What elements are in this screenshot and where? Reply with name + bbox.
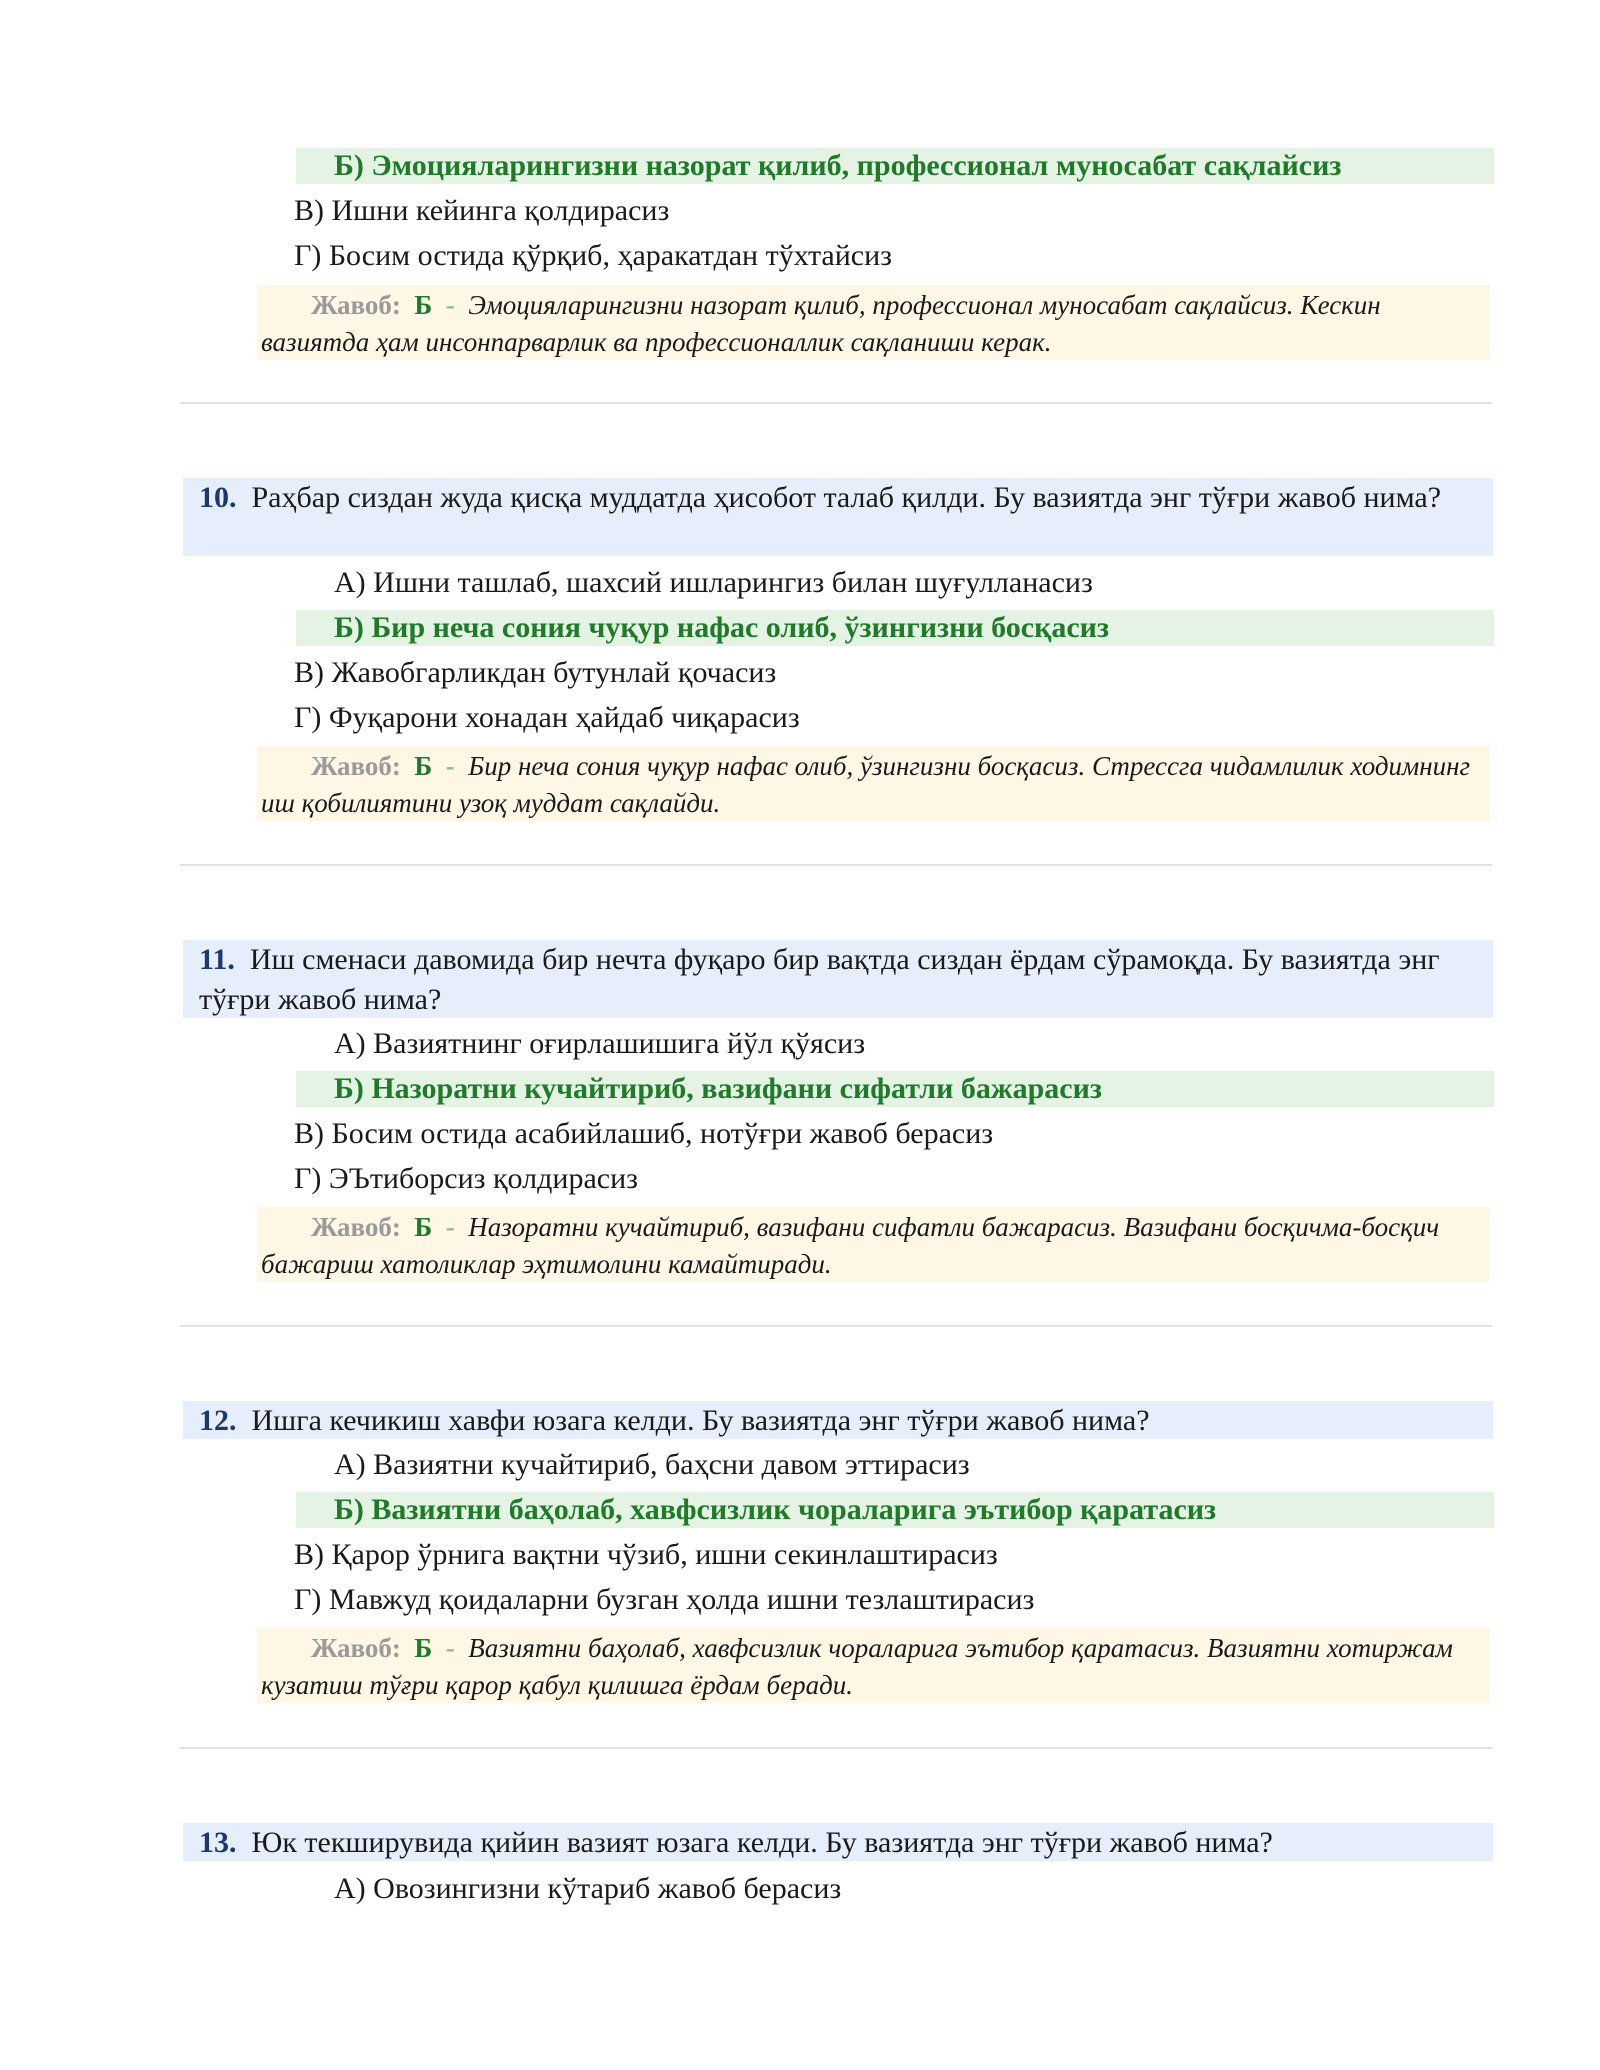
- question-number: 13.: [199, 1826, 237, 1859]
- q11-option-b-correct: Б) Назоратни кучайтириб, вазифани сифатли бажарасиз: [296, 1071, 1494, 1107]
- q9-answer-box: [257, 285, 1490, 360]
- question-text: Раҳбар сиздан жуда қисқа муддатда ҳисобот талаб қилди. Бу вазиятда энг тўғри жавоб нима?: [251, 481, 1442, 514]
- q11-answer-box: [257, 1207, 1490, 1282]
- q12-option-a: А) Вазиятни кучайтириб, баҳсни давом эттирасиз: [334, 1448, 970, 1481]
- q12-question: [183, 1401, 1493, 1439]
- answer-letter: Б: [414, 1633, 433, 1663]
- answer-explanation: Вазиятни баҳолаб, хавфсизлик чораларига эътибор қаратасиз. Вазиятни хотиржам кузатиш тўғри қарор қабул қилишга ёрдам беради.: [261, 1633, 1453, 1700]
- answer-dash: -: [445, 290, 455, 320]
- question-text: Иш сменаси давомида бир нечта фуқаро бир вақтда сиздан ёрдам сўрамоқда. Бу вазиятда энг тўғри жавоб нима?: [199, 943, 1440, 1016]
- q13-question: [183, 1823, 1493, 1861]
- separator-line: [180, 1325, 1492, 1327]
- answer-label: Жавоб:: [311, 1212, 401, 1242]
- q11-option-c: В) Босим остида асабийлашиб, нотўғри жавоб берасиз: [294, 1117, 994, 1150]
- answer-dash: -: [445, 1633, 455, 1663]
- q11-question: [183, 940, 1493, 1018]
- answer-letter: Б: [414, 1212, 433, 1242]
- answer-explanation: Назоратни кучайтириб, вазифани сифатли бажарасиз. Вазифани босқичма-босқич бажариш хатоликлар эҳтимолини камайтиради.: [261, 1212, 1440, 1279]
- q10-option-c: В) Жавобгарликдан бутунлай қочасиз: [294, 656, 777, 689]
- q12-option-b-correct: Б) Вазиятни баҳолаб, хавфсизлик чораларига эътибор қаратасиз: [296, 1492, 1494, 1528]
- q13-option-a: А) Овозингизни кўтариб жавоб берасиз: [334, 1872, 842, 1905]
- q12-option-c: В) Қарор ўрнига вақтни чўзиб, ишни секинлаштирасиз: [294, 1538, 998, 1571]
- answer-explanation: Эмоцияларингизни назорат қилиб, профессионал муносабат сақлайсиз. Кескин вазиятда ҳам инсонпарварлик ва профессионаллик сақланиши керак.: [261, 290, 1381, 357]
- answer-dash: -: [445, 751, 455, 781]
- answer-label: Жавоб:: [311, 751, 401, 781]
- separator-line: [180, 402, 1492, 404]
- answer-label: Жавоб:: [311, 1633, 401, 1663]
- question-text: Юк текширувида қийин вазият юзага келди. Бу вазиятда энг тўғри жавоб нима?: [251, 1826, 1273, 1859]
- q10-option-d: Г) Фуқарони хонадан ҳайдаб чиқарасиз: [294, 701, 800, 734]
- q11-option-d: Г) ЭЪтиборсиз қолдирасиз: [294, 1162, 638, 1195]
- q10-question: [183, 478, 1493, 556]
- question-number: 12.: [199, 1404, 237, 1437]
- answer-explanation: Бир неча сония чуқур нафас олиб, ўзингизни босқасиз. Стрессга чидамлилик ходимнинг иш қобилиятини узоқ муддат сақлайди.: [261, 751, 1471, 818]
- separator-line: [180, 1747, 1492, 1749]
- q10-option-b-correct: Б) Бир неча сония чуқур нафас олиб, ўзингизни босқасиз: [296, 610, 1494, 646]
- answer-letter: Б: [414, 751, 433, 781]
- q9-option-d: Г) Босим остида қўрқиб, ҳаракатдан тўхтайсиз: [294, 239, 893, 272]
- q12-answer-box: [257, 1628, 1490, 1703]
- q12-option-d: Г) Мавжуд қоидаларни бузган ҳолда ишни тезлаштирасиз: [294, 1583, 1035, 1616]
- q9-option-b-correct: Б) Эмоцияларингизни назорат қилиб, профессионал муносабат сақлайсиз: [296, 148, 1494, 184]
- question-number: 11.: [199, 943, 235, 976]
- answer-letter: Б: [414, 290, 433, 320]
- question-text: Ишга кечикиш хавфи юзага келди. Бу вазиятда энг тўғри жавоб нима?: [251, 1404, 1150, 1437]
- q10-answer-box: [257, 746, 1490, 821]
- q11-option-a: А) Вазиятнинг оғирлашишига йўл қўясиз: [334, 1027, 866, 1060]
- answer-dash: -: [445, 1212, 455, 1242]
- question-number: 10.: [199, 481, 237, 514]
- separator-line: [180, 864, 1492, 866]
- q10-option-a: А) Ишни ташлаб, шахсий ишларингиз билан шуғулланасиз: [334, 566, 1093, 599]
- answer-label: Жавоб:: [311, 290, 401, 320]
- q9-option-c: В) Ишни кейинга қолдирасиз: [294, 194, 670, 227]
